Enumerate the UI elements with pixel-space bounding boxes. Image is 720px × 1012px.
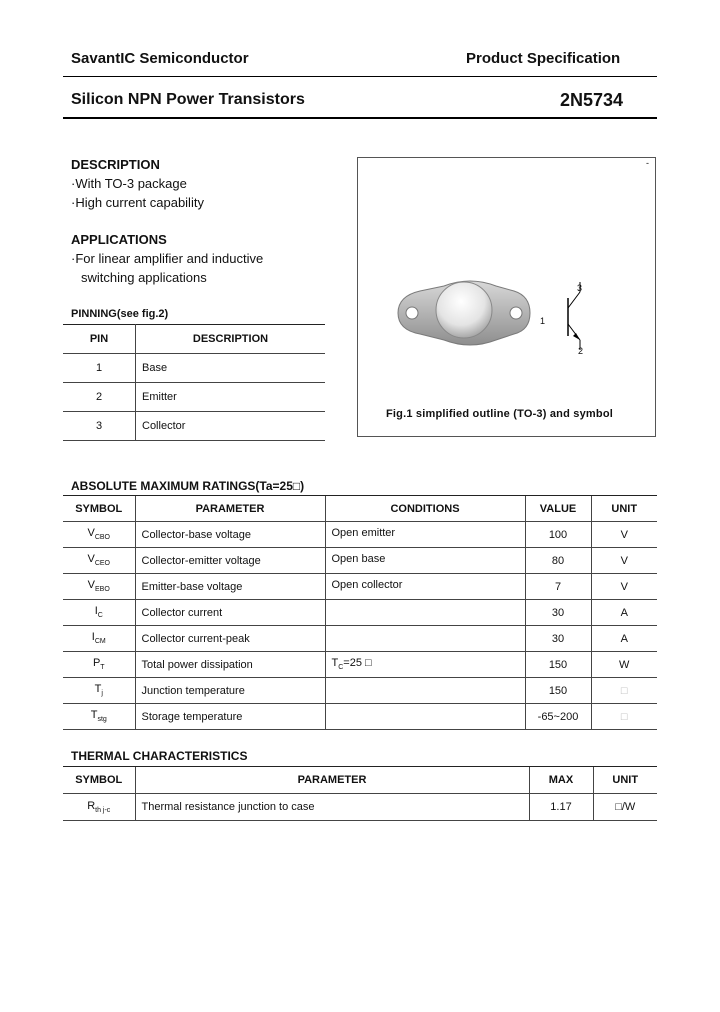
pin-description: Emitter xyxy=(136,383,326,412)
figure-caption: Fig.1 simplified outline (TO-3) and symbol xyxy=(386,408,613,420)
table-row xyxy=(63,678,657,704)
symbol-subscript: CBO xyxy=(94,534,110,542)
document-type: Product Specification xyxy=(466,50,621,67)
conditions-cell xyxy=(325,626,525,652)
thermal-heading: THERMAL CHARACTERISTICS xyxy=(71,749,248,763)
unit-cell: □ xyxy=(591,678,657,704)
parameter-cell: Collector-base voltage xyxy=(135,522,325,548)
table-header-row xyxy=(63,325,325,354)
abs-max-heading: ABSOLUTE MAXIMUM RATINGS(Ta=25□) xyxy=(71,479,305,493)
table-row xyxy=(63,600,657,626)
title-rule xyxy=(63,117,657,119)
table-row xyxy=(63,652,657,678)
value-cell: 100 xyxy=(525,522,591,548)
condition-subscript: C xyxy=(338,664,344,672)
figure-box xyxy=(357,157,656,437)
thermal-characteristics-table xyxy=(63,766,657,821)
max-cell: 1.17 xyxy=(529,794,593,821)
value-cell: -65~200 xyxy=(525,704,591,730)
symbol-cell xyxy=(63,626,135,652)
table-row xyxy=(63,354,325,383)
pinning-table xyxy=(63,324,325,441)
conditions-cell xyxy=(325,652,525,678)
parameter-cell: Emitter-base voltage xyxy=(135,574,325,600)
parameter-cell: Collector current xyxy=(135,600,325,626)
parameter-cell: Storage temperature xyxy=(135,704,325,730)
parameter-cell: Total power dissipation xyxy=(135,652,325,678)
symbol: R xyxy=(87,799,96,812)
pin-number: 2 xyxy=(63,383,136,412)
symbol: V xyxy=(87,527,95,540)
parameter-cell: Thermal resistance junction to case xyxy=(135,794,529,821)
symbol: I xyxy=(91,631,95,644)
column-header: PARAMETER xyxy=(135,496,325,522)
unit-cell: A xyxy=(591,600,657,626)
conditions-cell xyxy=(325,678,525,704)
value-cell: 30 xyxy=(525,626,591,652)
conditions-cell xyxy=(325,522,525,548)
unit-cell: V xyxy=(591,522,657,548)
parameter-cell: Junction temperature xyxy=(135,678,325,704)
description-item: ·High current capability xyxy=(71,195,204,210)
column-header: PARAMETER xyxy=(135,767,529,794)
column-header: DESCRIPTION xyxy=(136,325,326,354)
product-line: Silicon NPN Power Transistors xyxy=(71,91,305,108)
symbol-cell xyxy=(63,678,135,704)
value-cell: 150 xyxy=(525,652,591,678)
table-row xyxy=(63,412,325,441)
symbol-cell xyxy=(63,704,135,730)
symbol-cell xyxy=(63,574,135,600)
column-header: CONDITIONS xyxy=(325,496,525,522)
description-heading: DESCRIPTION xyxy=(71,157,160,172)
unit-cell: V xyxy=(591,548,657,574)
table-header-row xyxy=(63,767,657,794)
absolute-max-ratings-table xyxy=(63,495,657,730)
column-header: VALUE xyxy=(525,496,591,522)
applications-line: ·For linear amplifier and inductive xyxy=(71,251,264,266)
value-cell: 80 xyxy=(525,548,591,574)
conditions-cell xyxy=(325,548,525,574)
pinning-heading: PINNING(see fig.2) xyxy=(71,308,169,320)
column-header: UNIT xyxy=(591,496,657,522)
value-cell: 7 xyxy=(525,574,591,600)
table-row xyxy=(63,704,657,730)
table-row xyxy=(63,794,657,821)
symbol-subscript: CEO xyxy=(94,560,110,568)
company-name: SavantIC Semiconductor xyxy=(71,50,249,67)
pin-description: Collector xyxy=(136,412,326,441)
table-row xyxy=(63,574,657,600)
symbol-cell xyxy=(63,522,135,548)
symbol-subscript: T xyxy=(100,664,105,672)
description-item: ·With TO-3 package xyxy=(71,176,187,191)
table-row xyxy=(63,626,657,652)
applications-line: switching applications xyxy=(81,270,207,285)
header-rule xyxy=(63,76,657,77)
pin-label-base: 1 xyxy=(540,316,546,326)
condition-tail: =25 □ xyxy=(343,657,372,670)
parameter-cell: Collector-emitter voltage xyxy=(135,548,325,574)
pin-description: Base xyxy=(136,354,326,383)
symbol: P xyxy=(92,657,101,670)
condition: Open emitter xyxy=(331,527,396,540)
symbol-subscript: stg xyxy=(97,716,107,724)
symbol-subscript: j xyxy=(101,690,103,698)
table-row xyxy=(63,383,325,412)
symbol-cell xyxy=(63,600,135,626)
column-header: MAX xyxy=(529,767,593,794)
unit-cell: V xyxy=(591,574,657,600)
parameter-cell: Collector current-peak xyxy=(135,626,325,652)
symbol-cell xyxy=(63,794,135,821)
part-number: 2N5734 xyxy=(560,90,624,110)
pin-label-collector: 3 xyxy=(577,283,583,293)
conditions-cell xyxy=(325,574,525,600)
table-row xyxy=(63,548,657,574)
symbol-cell xyxy=(63,548,135,574)
pin-number: 3 xyxy=(63,412,136,441)
symbol-subscript: CM xyxy=(94,638,106,646)
to3-package-illustration xyxy=(358,158,655,436)
figure-corner-mark: - xyxy=(646,158,649,168)
conditions-cell xyxy=(325,600,525,626)
conditions-cell xyxy=(325,704,525,730)
value-cell: 30 xyxy=(525,600,591,626)
symbol-subscript: C xyxy=(97,612,103,620)
column-header: UNIT xyxy=(593,767,657,794)
unit-cell: □ xyxy=(591,704,657,730)
unit-cell: A xyxy=(591,626,657,652)
npn-transistor-symbol xyxy=(528,278,598,358)
symbol-subscript: EBO xyxy=(95,586,110,594)
symbol: T xyxy=(90,709,98,722)
column-header: PIN xyxy=(63,325,136,354)
unit-cell: W xyxy=(591,652,657,678)
condition: T xyxy=(331,657,339,670)
symbol-subscript: th j-c xyxy=(95,807,111,815)
symbol: I xyxy=(94,605,98,618)
value-cell: 150 xyxy=(525,678,591,704)
table-header-row xyxy=(63,496,657,522)
condition: Open collector xyxy=(331,579,403,592)
table-row xyxy=(63,522,657,548)
pin-number: 1 xyxy=(63,354,136,383)
applications-heading: APPLICATIONS xyxy=(71,232,167,247)
symbol-cell xyxy=(63,652,135,678)
unit-cell: □/W xyxy=(593,794,657,821)
symbol: V xyxy=(87,553,95,566)
column-header: SYMBOL xyxy=(63,496,135,522)
column-header: SYMBOL xyxy=(63,767,135,794)
symbol: V xyxy=(87,579,96,592)
symbol: T xyxy=(94,683,102,696)
pin-label-emitter: 2 xyxy=(578,346,584,356)
condition: Open base xyxy=(331,553,386,566)
